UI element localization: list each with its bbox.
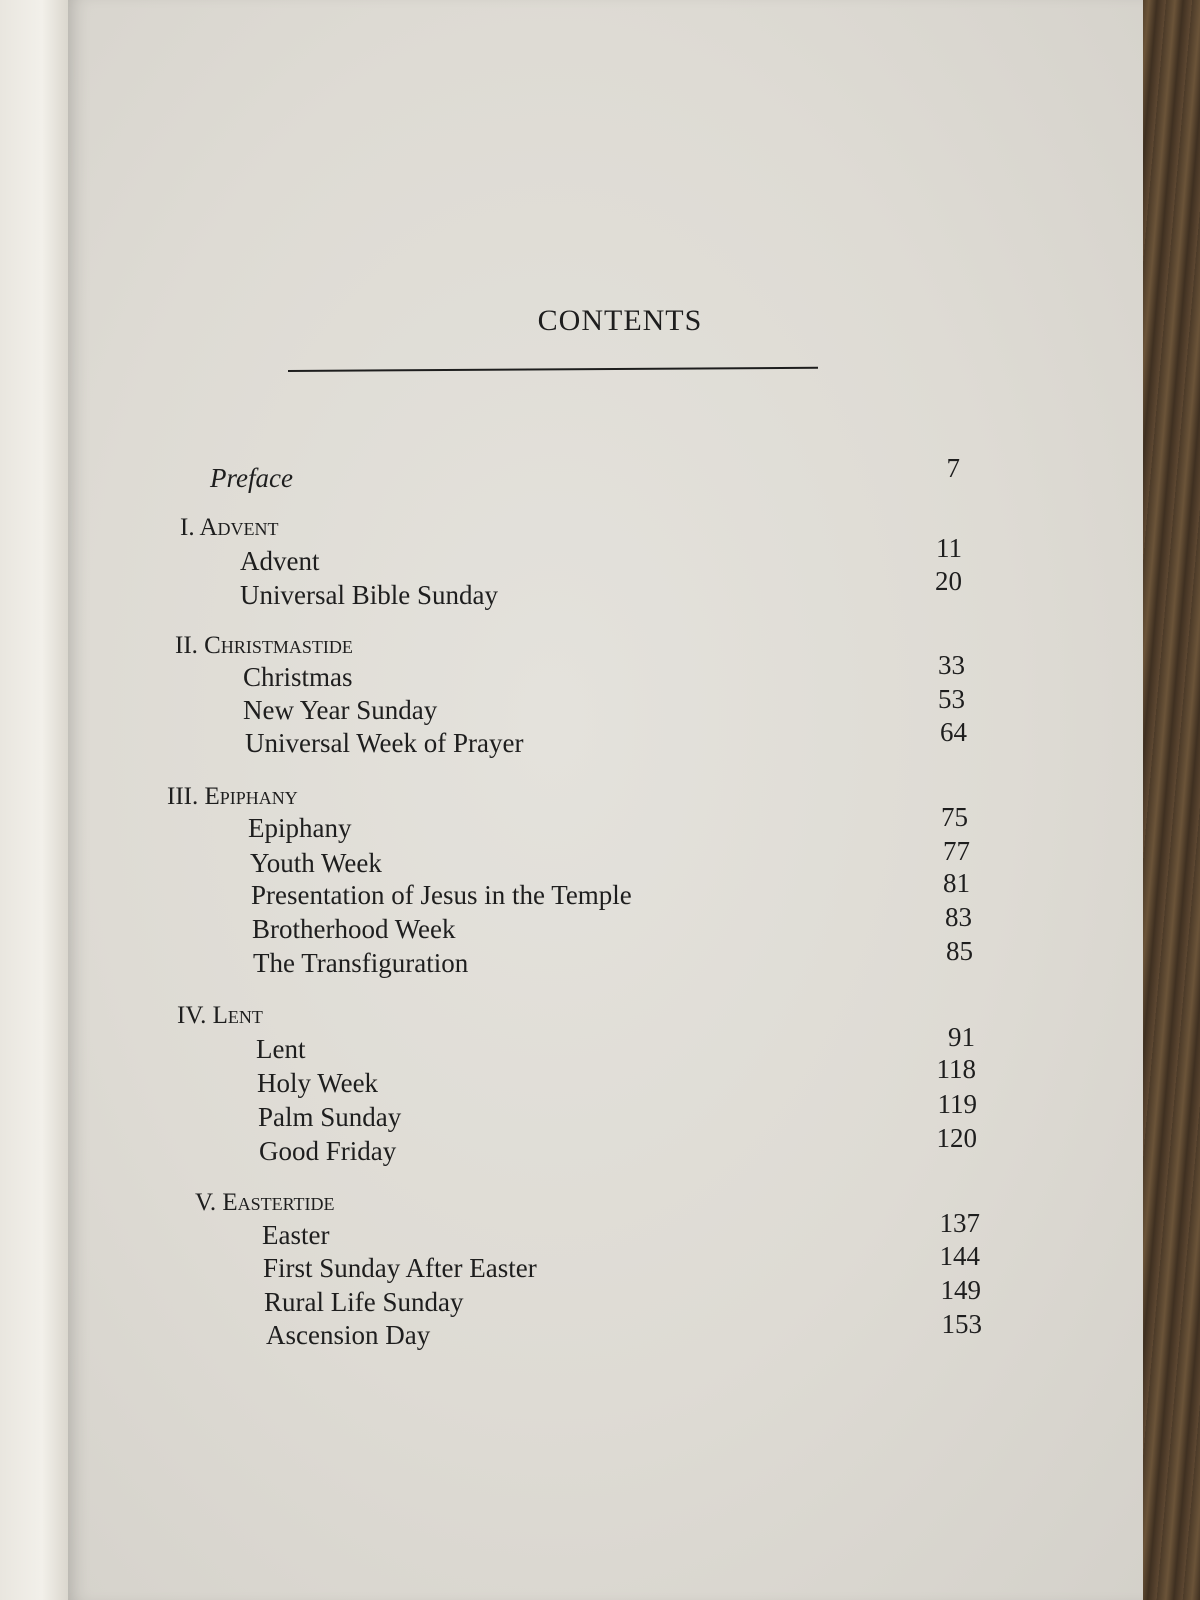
toc-part-4: IV. Lent [177,1002,263,1029]
toc-page: 11 [936,533,962,563]
toc-page: 20 [935,566,962,596]
toc-page: 64 [940,717,967,747]
toc-part-2: II. Christmastide [175,632,353,659]
toc-entry: Brotherhood Week [252,914,456,944]
toc-entry: Universal Week of Prayer [245,728,524,758]
toc-page: 85 [946,936,973,966]
toc-page: 144 [939,1241,980,1271]
toc-page: 53 [938,684,965,714]
toc-page: 83 [945,902,972,932]
toc-entry: Good Friday [259,1136,397,1166]
toc-entry: Rural Life Sunday [264,1287,464,1317]
toc-entry-preface: Preface [210,463,293,493]
toc-entry: New Year Sunday [243,695,438,725]
page-title: CONTENTS [537,304,703,337]
toc-part-5: V. Eastertide [195,1189,335,1216]
toc-entry: Lent [256,1034,306,1064]
toc-entry: Youth Week [250,848,382,878]
toc-page: 91 [948,1022,975,1052]
toc-entry: Ascension Day [266,1320,431,1350]
toc-entry: The Transfiguration [253,948,469,978]
toc-page: 33 [938,650,965,680]
toc-page: 137 [939,1208,980,1238]
toc-part-1: I. Advent [180,514,279,541]
toc-entry: Advent [240,546,320,576]
toc-entry: Easter [262,1220,330,1250]
toc-page: 77 [943,836,970,866]
toc-page-preface: 7 [946,453,960,483]
toc-entry: Presentation of Jesus in the Temple [251,880,632,910]
toc-entry: Universal Bible Sunday [240,580,498,610]
toc-entry: Epiphany [248,813,352,843]
toc-entry: Christmas [243,662,353,692]
toc-page: 75 [941,802,968,832]
toc-entry: Palm Sunday [258,1102,402,1132]
toc-entry: First Sunday After Easter [263,1253,537,1283]
toc-entry: Holy Week [257,1068,379,1098]
toc-page: 81 [943,868,970,898]
toc-page: 120 [936,1123,977,1153]
toc-page: 153 [941,1309,982,1339]
toc-part-3: III. Epiphany [167,783,298,810]
toc-page: 118 [936,1054,976,1084]
toc-page: 149 [940,1275,981,1305]
toc-page: 119 [937,1089,977,1119]
